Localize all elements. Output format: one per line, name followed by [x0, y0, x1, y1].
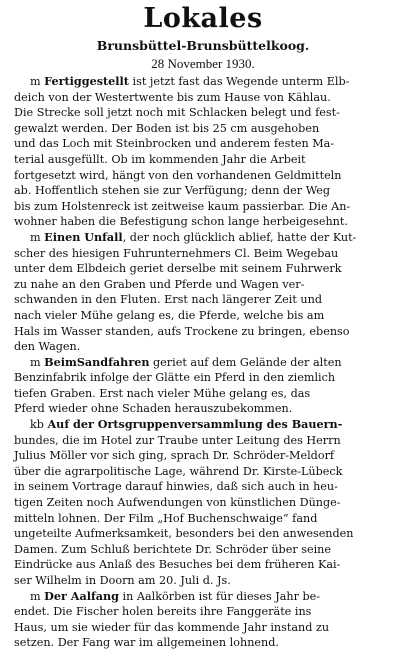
paragraph-line: Pferd wieder ohne Schaden herauszubekommen. — [14, 402, 293, 416]
paragraph-keyword: Auf der Ortsgruppenversammlung des Bauern- — [47, 417, 343, 432]
paragraph-line: mitteln lohnen. Der Film „Hof Buchenschwaige“ fand — [14, 511, 318, 525]
paragraph-line: ungeteilte Aufmerksamkeit, besonders bei den anwesenden — [14, 527, 354, 541]
paragraph-line: Damen. Zum Schluß berichtete Dr. Schröder über seine — [14, 542, 332, 556]
paragraph-text: , der noch glücklich ablief, hatte der Kut- — [122, 230, 357, 244]
paragraph-line: den Wagen. — [14, 340, 81, 354]
paragraph-line: Benzinfabrik infolge der Glätte ein Pferd in den ziemlich — [14, 371, 336, 385]
article-paragraph — [14, 74, 392, 230]
paragraph-line: Die Strecke soll jetzt noch mit Schlacken belegt und fest- — [14, 106, 340, 120]
article-paragraph — [14, 589, 392, 651]
paragraph-first-line — [14, 417, 392, 433]
paragraph-line: Haus, um sie wieder für das kommende Jahr instand zu — [14, 620, 330, 634]
paragraph-text: in Aalkörben ist für dieses Jahr be- — [118, 589, 321, 603]
paragraph-first-line — [14, 589, 392, 605]
paragraph-first-line — [14, 74, 392, 90]
dateline-date: 28 November 1930. — [151, 56, 255, 71]
section-title: Lokales — [143, 3, 263, 34]
paragraph-line: tiefen Graben. Erst nach vieler Mühe gelang es, das — [14, 386, 311, 400]
paragraph-line: unter dem Elbdeich geriet derselbe mit seinem Fuhrwerk — [14, 262, 342, 276]
paragraph-keyword: Der Aalfang — [44, 588, 119, 603]
paragraph-line: wohner haben die Befestigung schon lange herbeigesehnt. — [14, 215, 348, 229]
paragraph-lead: kb — [30, 418, 48, 432]
paragraph-first-line — [14, 355, 392, 371]
paragraph-lead: m — [30, 230, 45, 244]
paragraph-line: in seinem Vortrage darauf hinwies, daß sich auch in heu- — [14, 480, 338, 494]
paragraph-line: gewalzt werden. Der Boden ist bis 25 cm ausgehoben — [14, 121, 320, 135]
paragraph-first-line — [14, 230, 392, 246]
paragraph-line: endet. Die Fischer holen bereits ihre Fanggeräte ins — [14, 605, 312, 619]
paragraph-line: über die agrarpolitische Lage, während Dr. Kirste-Lübeck — [14, 464, 343, 478]
paragraph-line: ab. Hoffentlich stehen sie zur Verfügung; denn der Weg — [14, 184, 331, 198]
paragraph-line: deich von der Westertwente bis zum Hause von Kählau. — [14, 90, 331, 104]
paragraph-line: bis zum Holstenreck ist zeitweise kaum passierbar. Die An- — [14, 199, 351, 213]
paragraph-line: Eindrücke aus Anlaß des Besuches bei dem früheren Kai- — [14, 558, 341, 572]
paragraph-line: ser Wilhelm in Doorn am 20. Juli d. Js. — [14, 574, 231, 587]
paragraph-lead: m — [30, 355, 45, 369]
paragraph-text: ist jetzt fast das Wegende unterm Elb- — [128, 75, 350, 88]
paragraph-line: und das Loch mit Steinbrocken und anderem festen Ma- — [14, 137, 335, 151]
dateline-place: Brunsbüttel-Brunsbüttelkoog. — [96, 38, 310, 53]
paragraph-line: fortgesetzt wird, hängt von den vorhandenen Geldmitteln — [14, 168, 342, 182]
paragraph-line: scher des hiesigen Fuhrunternehmers Cl. Beim Wegebau — [14, 246, 339, 260]
paragraph-line: terial ausgefüllt. Ob im kommenden Jahr die Arbeit — [14, 152, 306, 166]
paragraph-line: Julius Möller vor sich ging, sprach Dr. Schröder-Meldorf — [14, 449, 335, 463]
paragraph-lead: m — [30, 75, 45, 88]
paragraph-line: zu nahe an den Graben und Pferde und Wagen ver- — [14, 277, 305, 291]
paragraph-line: Hals im Wasser standen, aufs Trockene zu bringen, ebenso — [14, 324, 350, 338]
article-paragraph — [14, 230, 392, 355]
paragraph-line: nach vieler Mühe gelang es, die Pferde, welche bis am — [14, 308, 325, 322]
paragraph-line: schwanden in den Fluten. Erst nach längerer Zeit und — [14, 293, 322, 307]
paragraph-lead: m — [30, 589, 45, 603]
paragraph-line: tigen Zeiten noch Aufwendungen von künstlichen Dünge- — [14, 496, 341, 510]
article-paragraph — [14, 417, 392, 589]
article-paragraph — [14, 355, 392, 417]
paragraph-text: geriet auf dem Gelände der alten — [149, 355, 342, 369]
paragraph-keyword: Einen Unfall — [44, 229, 123, 244]
paragraph-line: bundes, die im Hotel zur Traube unter Leitung des Herrn — [14, 433, 341, 447]
paragraph-keyword: Fertiggestellt — [44, 74, 129, 88]
paragraph-line: setzen. Der Fang war im allgemeinen lohnend. — [14, 636, 279, 650]
paragraph-keyword: BeimSandfahren — [44, 354, 150, 369]
